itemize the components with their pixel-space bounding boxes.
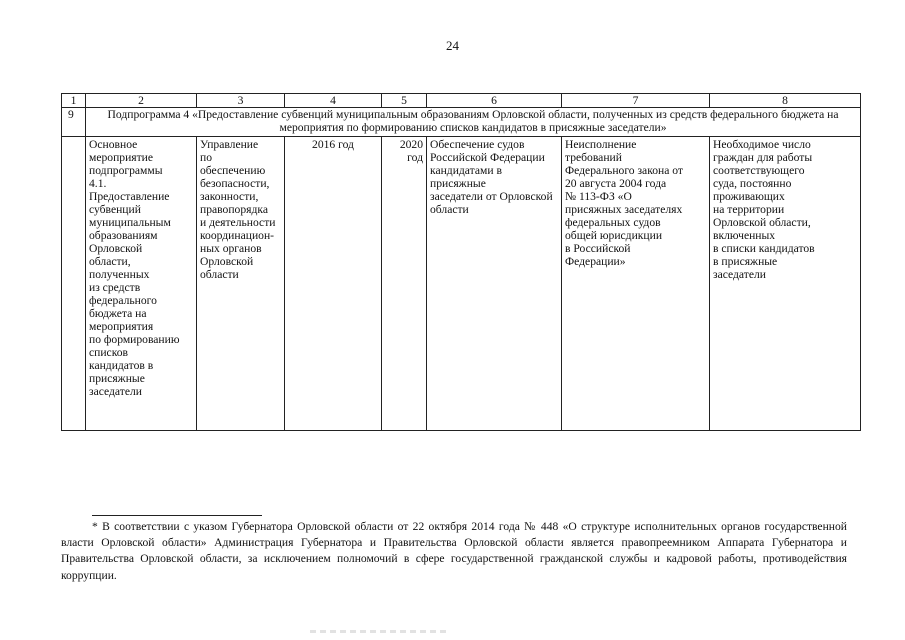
- subprogram-number: 9: [62, 108, 86, 137]
- footnote-divider: [92, 515, 262, 516]
- consequences-cell: Неисполнение требований Федерального закона от 20 августа 2004 года № 113-ФЗ «О присяжных заседателях федеральных судов общей юрисдикции в Российской Федерации»: [562, 137, 710, 431]
- table-row: [62, 137, 861, 431]
- scan-artifact: [310, 630, 450, 633]
- table-header-row: [62, 94, 861, 108]
- footnote: * В соответствии с указом Губернатора Орловской области от 22 октября 2014 года № 448 «О структуре исполнительных органов государственной власти Орловской области» Администрация Губернатора и Правительства Орловской области является правопреемником Аппарата Губернатора и Правительства Орловской области, за исключением полномочий в сфере государственной гражданской службы и кадровой работы, противодействия коррупции.: [61, 520, 847, 582]
- header-cell: 8: [710, 94, 861, 108]
- event-name-cell: Основное мероприятие подпрограммы 4.1. Предоставление субвенций муниципальным образованиям Орловской области, полученных из средств федерального бюджета на мероприятия по формированию списков кандидатов в присяжные заседатели: [86, 137, 197, 431]
- end-year-cell: 2020 год: [382, 137, 427, 431]
- header-cell: 7: [562, 94, 710, 108]
- executor-cell: Управление по обеспечению безопасности, законности, правопорядка и деятельности координацион- ных органов Орловской области: [197, 137, 285, 431]
- start-year-cell: 2016 год: [285, 137, 382, 431]
- header-cell: 2: [86, 94, 197, 108]
- header-cell: 4: [285, 94, 382, 108]
- empty-cell: [62, 137, 86, 431]
- subprogram-title: Подпрограмма 4 «Предоставление субвенций муниципальным образованиям Орловской области, полученных из средств федерального бюджета на мероприятия по формированию списков кандидатов в присяжные заседатели»: [86, 108, 861, 137]
- header-cell: 1: [62, 94, 86, 108]
- subprogram-row: [62, 108, 861, 137]
- indicator-cell: Необходимое число граждан для работы соответствующего суда, постоянно проживающих на территории Орловской области, включенных в списки кандидатов в присяжные заседатели: [710, 137, 861, 431]
- header-cell: 3: [197, 94, 285, 108]
- header-cell: 6: [427, 94, 562, 108]
- page-number: 24: [446, 38, 459, 53]
- events-table: [61, 93, 861, 431]
- expected-result-cell: Обеспечение судов Российской Федерации кандидатами в присяжные заседатели от Орловской области: [427, 137, 562, 431]
- header-cell: 5: [382, 94, 427, 108]
